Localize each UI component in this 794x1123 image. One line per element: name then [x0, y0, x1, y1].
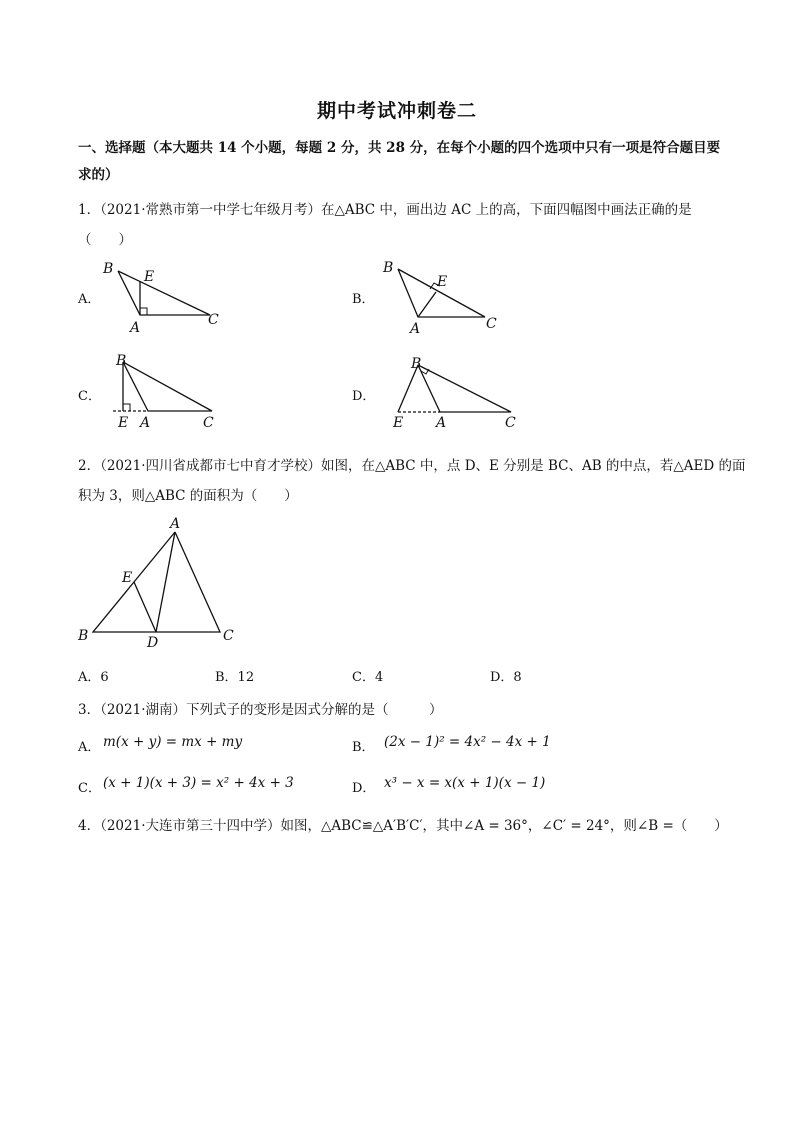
q1a-label-a: A	[130, 320, 141, 335]
q3-option-b-expr: (2x − 1)² = 4x² − 4x + 1	[384, 734, 551, 750]
q1b-label-c: C	[486, 316, 497, 332]
q1-stem-line1: 1．（2021·常熟市第一中学七年级月考）在△ABC 中，画出边 AC 上的高，下面四幅图中画法正确的是	[78, 202, 692, 218]
q1d-label-c: C	[505, 415, 516, 430]
q3-option-b-label[interactable]: B．	[352, 740, 375, 755]
q1d-label-e: E	[393, 415, 404, 430]
q2-option-d[interactable]: D．8	[490, 670, 522, 685]
q1c-label-c: C	[203, 415, 214, 430]
q3-option-c-expr: (x + 1)(x + 3) = x² + 4x + 3	[103, 775, 294, 791]
q3-option-d-expr: x³ − x = x(x + 1)(x − 1)	[384, 775, 546, 791]
q2-label-b: B	[78, 628, 89, 644]
q2-option-c[interactable]: C．4	[352, 670, 384, 685]
q2-option-a[interactable]: A．6	[78, 670, 109, 685]
q3-option-c-label[interactable]: C．	[78, 781, 101, 796]
q3-option-a-expr: m(x + y) = mx + my	[103, 734, 243, 750]
q1-figure-d	[385, 350, 525, 430]
q1-figure-c	[100, 350, 240, 430]
q1d-label-a: A	[436, 415, 447, 430]
q4-stem: 4．（2021·大连市第三十四中学）如图，△ABC≌△A′B′C′，其中∠A = 36°，∠C′ = 24°，则∠B =（ ）	[78, 818, 728, 834]
q1a-label-b: B	[103, 261, 114, 277]
section-heading-line2: 求的）	[78, 167, 119, 183]
q2-label-d: D	[147, 635, 159, 651]
q2-stem-line1: 2．（2021·四川省成都市七中育才学校）如图，在△ABC 中，点 D、E 分别是 BC、AB 的中点，若△AED 的面	[78, 458, 746, 474]
q1a-label-c: C	[208, 312, 219, 328]
q1c-label-b: B	[116, 353, 127, 369]
q3-stem: 3．（2021·湖南）下列式子的变形是因式分解的是（ ）	[78, 702, 443, 718]
page-title: 期中考试冲刺卷二	[316, 100, 477, 122]
q1-option-d-label[interactable]: D．	[352, 389, 376, 404]
q2-label-e: E	[122, 570, 133, 586]
q2-label-a: A	[170, 516, 181, 532]
q3-option-a-label[interactable]: A．	[78, 740, 101, 755]
q2-figure	[75, 512, 245, 652]
q1c-label-e: E	[118, 415, 129, 430]
q1b-label-e: E	[437, 274, 448, 290]
q1-figure-b	[375, 255, 515, 335]
q1b-label-b: B	[383, 260, 394, 276]
q1-stem-line2: （ ）	[78, 232, 132, 248]
q1-option-b-label[interactable]: B．	[352, 292, 375, 307]
q3-option-d-label[interactable]: D．	[352, 781, 376, 796]
q1d-label-b: B	[411, 356, 422, 372]
q2-option-b[interactable]: B．12	[215, 670, 255, 685]
q1-figure-a	[95, 255, 235, 335]
q1-option-a-label[interactable]: A．	[78, 292, 101, 307]
q1c-label-a: A	[140, 415, 151, 430]
q2-stem-line2: 积为 3，则△ABC 的面积为（ ）	[78, 488, 298, 504]
q1-option-c-label[interactable]: C．	[78, 389, 101, 404]
section-heading-line1: 一、选择题（本大题共 14 个小题，每题 2 分，共 28 分，在每个小题的四个选项中只有一项是符合题目要	[78, 140, 721, 156]
q2-label-c: C	[223, 628, 234, 644]
q1b-label-a: A	[410, 321, 421, 335]
q1a-label-e: E	[144, 269, 155, 285]
